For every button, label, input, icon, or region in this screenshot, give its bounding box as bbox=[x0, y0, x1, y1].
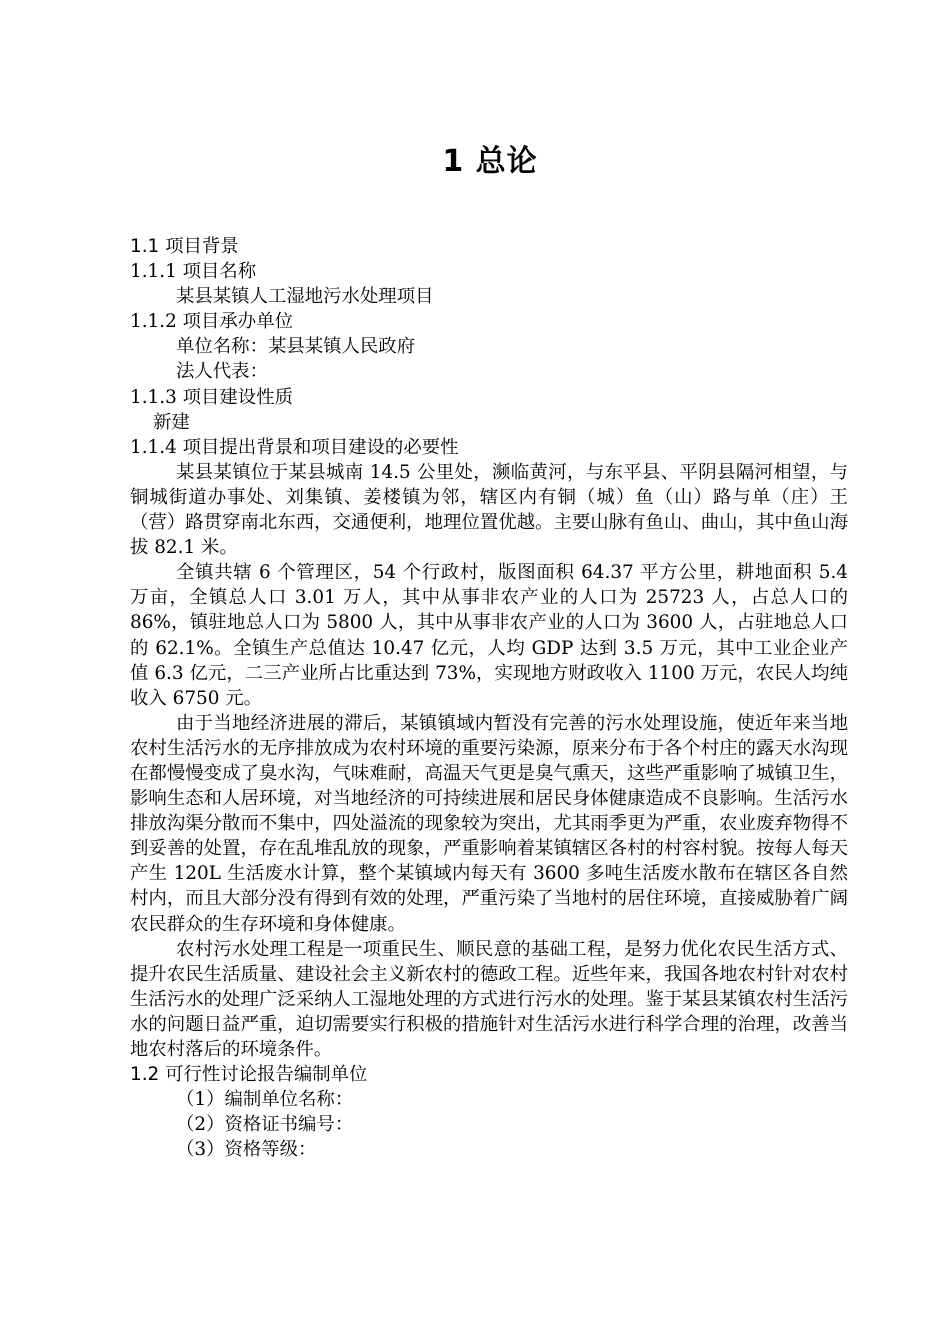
subsection-heading-1-1-1: 1.1.1 项目名称 bbox=[130, 261, 257, 283]
list-item-qualification-grade: （3）资格等级： bbox=[176, 1139, 317, 1161]
paragraph-location: 某县某镇位于某县城南 14.5 公里处，濒临黄河，与东平县、平阴县隔河相望，与铜城街道办事处、刘集镇、姜楼镇为邻，辖区内有铜（城）鱼（山）路与单（庄）王（营）路贯穿南北东西，交通便利，地理位置优越。主要山脉有鱼山、曲山，其中鱼山海拔 82.1 米。 bbox=[130, 461, 848, 559]
subsection-heading-1-1-2: 1.1.2 项目承办单位 bbox=[130, 311, 293, 333]
section-heading-1-1: 1.1 项目背景 bbox=[130, 236, 239, 257]
project-name-text: 某县某镇人工湿地污水处理项目 bbox=[176, 286, 434, 308]
subsection-heading-1-1-4: 1.1.4 项目提出背景和项目建设的必要性 bbox=[130, 436, 459, 458]
section-heading-1-2: 1.2 可行性讨论报告编制单位 bbox=[130, 1064, 368, 1086]
paragraph-statistics: 全镇共辖 6 个管理区，54 个行政村，版图面积 64.37 平方公里，耕地面积 5.4 万亩，全镇总人口 3.01 万人，其中从事非农产业的人口为 25723 人，占总人口的 86%，镇驻地总人口为 5800 人，其中从事非农产业的人口为 3600 人，占驻地总人口的 62.1%。全镇生产总值达 10.47 亿元，人均 GDP 达到 3.5 万元，其中工业企业产值 6.3 亿元，二三产业所占比重达到 73%，实现地方财政收入 1100 万元，农民人均纯收入 6750 元。 bbox=[130, 562, 848, 709]
list-item-certificate-number: （2）资格证书编号： bbox=[176, 1114, 354, 1136]
subsection-heading-1-1-3: 1.1.3 项目建设性质 bbox=[130, 386, 293, 408]
paragraph-pollution: 由于当地经济进展的滞后，某镇镇域内暂没有完善的污水处理设施，使近年来当地农村生活污水的无序排放成为农村环境的重要污染源，原来分布于各个村庄的露天水沟现在都慢慢变成了臭水沟，气味难耐，高温天气更是臭气熏天，这些严重影响了城镇卫生，影响生态和人居环境，对当地经济的可持续进展和居民身体健康造成不良影响。生活污水排放沟渠分散而不集中，四处溢流的现象较为突出，尤其雨季更为严重，农业废弃物得不到妥善的处置，存在乱堆乱放的现象，严重影响着某镇辖区各村的村容村貌。按每人每天产生 120L 生活废水计算，整个某镇域内每天有 3600 多吨生活废水散布在辖区各自然村内，而且大部分没有得到有效的处理，严重污染了当地村的居住环境，直接威胁着广阔农民群众的生存环境和身体健康。 bbox=[130, 712, 848, 935]
document-body bbox=[130, 234, 848, 1162]
unit-name-text: 单位名称：某县某镇人民政府 bbox=[176, 336, 416, 358]
paragraph-necessity: 农村污水处理工程是一项重民生、顺民意的基础工程，是努力优化农民生活方式、提升农民生活质量、建设社会主义新农村的德政工程。近些年来，我国各地农村针对农村生活污水的处理广泛采纳人工湿地处理的方式进行污水的处理。鉴于某县某镇农村生活污水的问题日益严重，迫切需要实行积极的措施针对生活污水进行科学合理的治理，改善当地农村落后的环境条件。 bbox=[130, 938, 848, 1060]
legal-rep-text: 法人代表： bbox=[176, 361, 268, 383]
construction-nature-text: 新建 bbox=[153, 411, 190, 433]
list-item-unit-name: （1）编制单位名称： bbox=[176, 1089, 354, 1111]
chapter-title: 1 总论 bbox=[442, 144, 538, 179]
